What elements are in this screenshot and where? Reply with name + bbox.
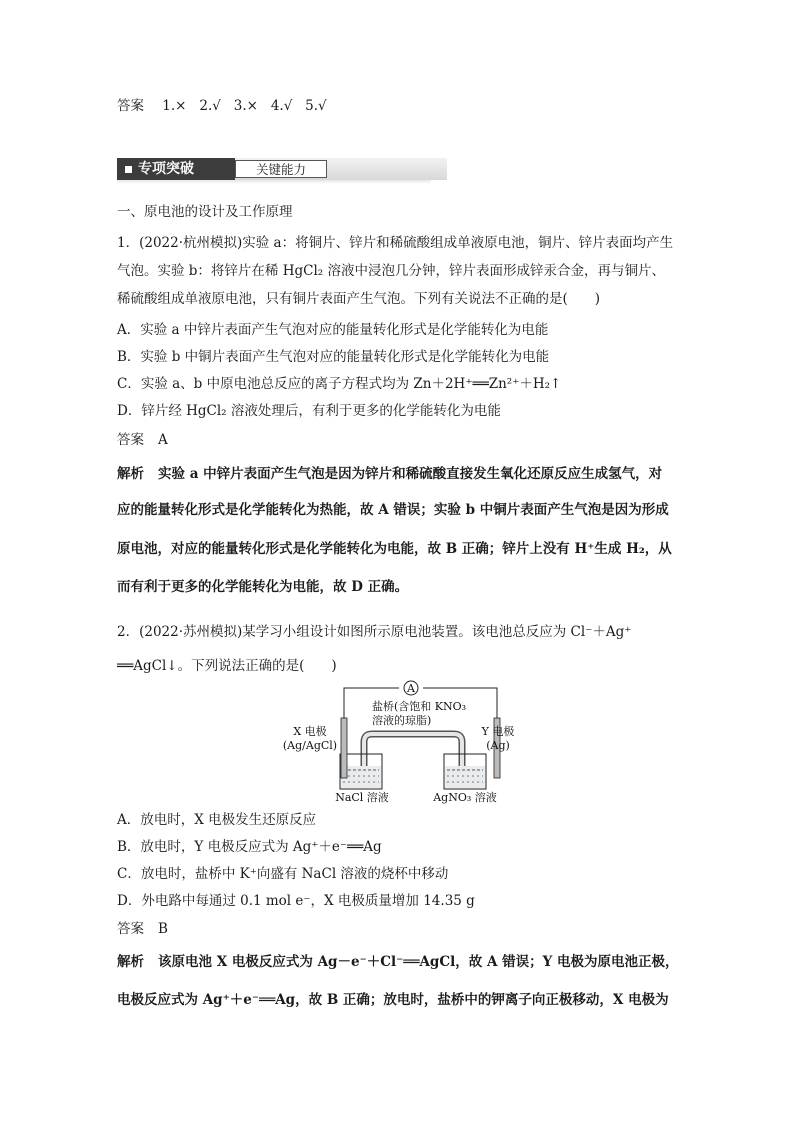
q1-option-a: A．实验 a 中锌片表面产生气泡对应的能量转化形式是化学能转化为电能 [117, 322, 549, 338]
ammeter-label: A [407, 682, 415, 695]
right-solution-label: AgNO₃ 溶液 [433, 791, 497, 804]
q2-option-d: D．外电路中每通过 0.1 mol e⁻，X 电极质量增加 14.35 g [117, 893, 475, 909]
q2-analysis-line: 电极反应式为 Ag⁺＋e⁻══Ag，故 B 正确；放电时，盐桥中的钾离子向正极移动，X 电极为 [117, 992, 669, 1008]
banner-title-box [117, 158, 235, 180]
answer-item: 4.√ [270, 98, 293, 114]
analysis-label: 解析 [117, 954, 144, 970]
answer-item: 3.× [233, 98, 258, 114]
answer-item: 1.× [162, 98, 187, 114]
y-electrode-label: (Ag) [486, 739, 510, 752]
answer-item: 5.√ [305, 98, 327, 114]
left-solution-label: NaCl 溶液 [335, 791, 389, 804]
q1-analysis-line: 而有利于更多的化学能转化为电能，故 D 正确。 [117, 579, 409, 595]
q2-analysis [117, 952, 678, 972]
q1-option-d: D．锌片经 HgCl₂ 溶液处理后，有利于更多的化学能转化为电能 [117, 403, 501, 419]
x-electrode-label: X 电极 [293, 725, 327, 738]
q1-option-c: C．实验 a、b 中原电池总反应的离子方程式均为 Zn＋2H⁺══Zn²⁺＋H₂↑ [117, 376, 562, 392]
q2-option-c: C．放电时，盐桥中 K⁺向盛有 NaCl 溶液的烧杯中移动 [117, 866, 449, 882]
right-solution [445, 766, 485, 788]
banner-title: 专项突破 [138, 161, 194, 177]
answer-value: B [158, 921, 168, 937]
section-banner [117, 158, 431, 184]
galvanic-cell-diagram [276, 680, 516, 805]
top-answer-line [117, 96, 327, 116]
salt-bridge-label: 盐桥(含饱和 KNO₃ [372, 700, 467, 713]
salt-bridge-label: 溶液的琼脂) [372, 714, 432, 727]
answer-value: A [158, 432, 168, 448]
answer-label: 答案 [117, 432, 144, 448]
analysis-text: 实验 a 中锌片表面产生气泡是因为锌片和稀硫酸直接发生氧化还原反应生成氢气，对 [158, 466, 663, 482]
q2-stem-line: 2．(2022·苏州模拟)某学习小组设计如图所示原电池装置。该电池总反应为 Cl⁻＋Ag⁺ [117, 624, 632, 640]
analysis-label: 解析 [117, 466, 144, 482]
q2-option-b: B．放电时，Y 电极反应式为 Ag⁺＋e⁻══Ag [117, 839, 382, 855]
x-electrode [341, 718, 347, 778]
q1-analysis-line: 原电池，对应的能量转化形式是化学能转化为电能，故 B 正确；锌片上没有 H⁺生成 H₂，从 [117, 541, 672, 557]
q1-option-b: B．实验 b 中铜片表面产生气泡对应的能量转化形式是化学能转化为电能 [117, 349, 550, 365]
q1-stem-line: 稀硫酸组成单液原电池，只有铜片表面产生气泡。下列有关说法不正确的是( ) [117, 291, 601, 307]
section-heading: 一、原电池的设计及工作原理 [117, 204, 293, 220]
q2-answer [117, 919, 168, 939]
y-electrode-label: Y 电极 [481, 725, 515, 738]
q1-stem-line: 气泡。实验 b：将锌片在稀 HgCl₂ 溶液中浸泡几分钟，锌片表面形成锌汞合金，再与铜片、 [117, 263, 665, 279]
answer-label: 答案 [117, 98, 144, 114]
banner-shadow [117, 180, 431, 184]
q1-stem-line: 1．(2022·杭州模拟)实验 a：将铜片、锌片和稀硫酸组成单液原电池，铜片、锌片表面均产生 [117, 235, 674, 251]
q2-stem-line: ══AgCl↓。下列说法正确的是( ) [117, 658, 337, 674]
q1-analysis [117, 464, 662, 484]
q1-answer [117, 430, 168, 450]
q1-analysis-line: 应的能量转化形式是化学能转化为热能，故 A 错误；实验 b 中铜片表面产生气泡是因为形成 [117, 502, 669, 518]
x-electrode-label: (Ag/AgCl) [282, 739, 338, 752]
answer-item: 2.√ [199, 98, 221, 114]
banner-tag: 关键能力 [235, 160, 327, 178]
analysis-text: 该原电池 X 电极反应式为 Ag－e⁻＋Cl⁻══AgCl，故 A 错误；Y 电极为原电池正极， [158, 954, 679, 970]
q2-option-a: A．放电时，X 电极发生还原反应 [117, 812, 317, 828]
answer-label: 答案 [117, 921, 144, 937]
square-bullet-icon [125, 166, 132, 173]
